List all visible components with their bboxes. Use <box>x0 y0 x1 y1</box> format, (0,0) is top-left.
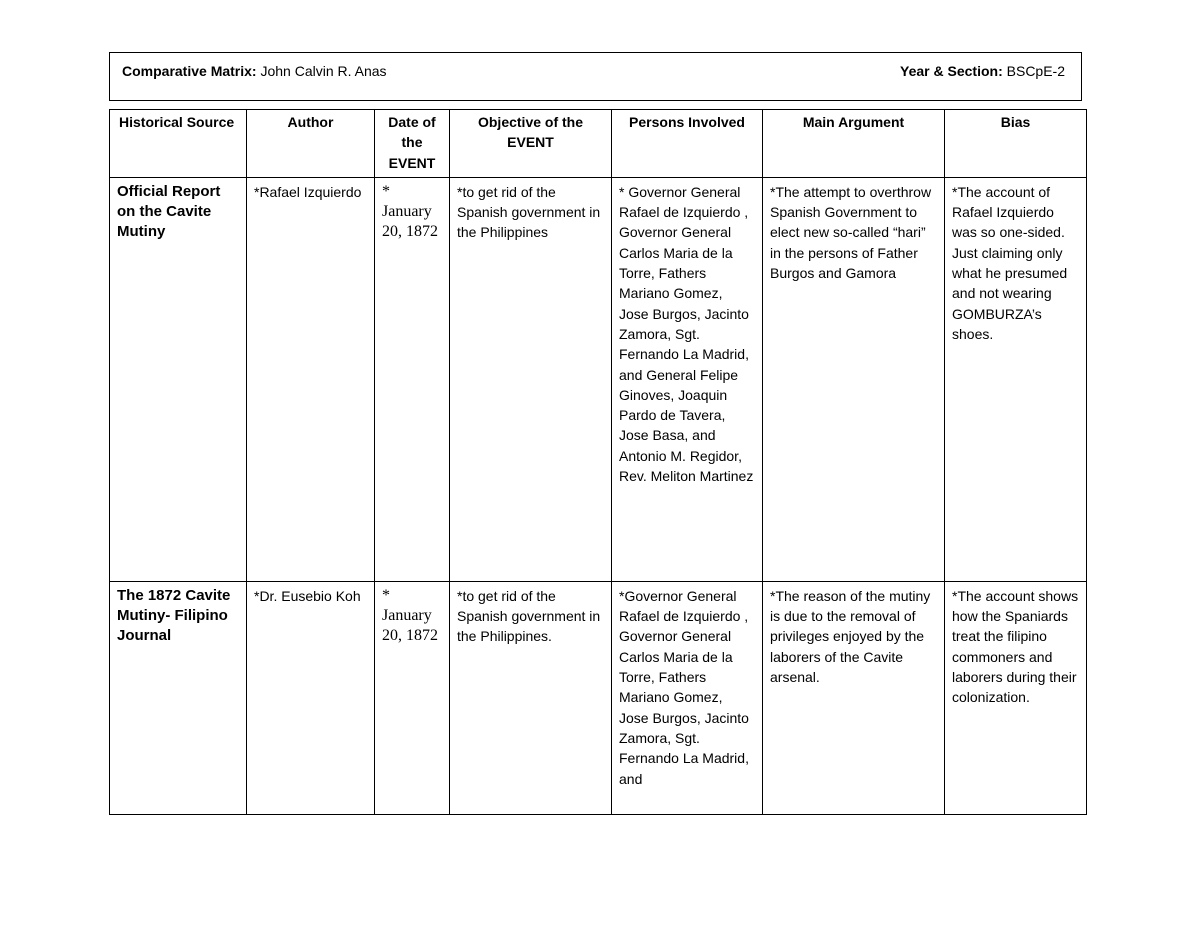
col-objective: Objective of the EVENT <box>450 110 612 178</box>
col-persons: Persons Involved <box>612 110 763 178</box>
cell-date: * January 20, 1872 <box>375 581 450 814</box>
cell-argument: *The attempt to overthrow Spanish Government to elect new so-called “hari” in the persons of Father Burgos and Gamora <box>763 177 945 581</box>
cell-author: *Dr. Eusebio Koh <box>247 581 375 814</box>
cell-bias: *The account shows how the Spaniards treat the filipino commoners and laborers during their colonization. <box>945 581 1087 814</box>
cell-bias: *The account of Rafael Izquierdo was so one-sided. Just claiming only what he presumed and not wearing GOMBURZA’s shoes. <box>945 177 1087 581</box>
col-date: Date of the EVENT <box>375 110 450 178</box>
cell-objective: *to get rid of the Spanish government in the Philippines. <box>450 581 612 814</box>
col-bias: Bias <box>945 110 1087 178</box>
student-name: John Calvin R. Anas <box>256 63 387 79</box>
table-row <box>110 581 1087 814</box>
section-label: Year & Section: <box>900 63 1003 79</box>
cell-persons: * Governor General Rafael de Izquierdo , Governor General Carlos Maria de la Torre, Fathers Mariano Gomez, Jose Burgos, Jacinto Zamora, Sgt. Fernando La Madrid, and General Felipe Ginoves, Joaquin Pardo de Tavera, Jose Basa, and Antonio M. Regidor, Rev. Meliton Martinez <box>612 177 763 581</box>
section-value: BSCpE-2 <box>1002 63 1065 79</box>
col-main-argument: Main Argument <box>763 110 945 178</box>
cell-author: *Rafael Izquierdo <box>247 177 375 581</box>
cell-date: * January 20, 1872 <box>375 177 450 581</box>
cell-argument: *The reason of the mutiny is due to the removal of privileges enjoyed by the laborers of the Cavite arsenal. <box>763 581 945 814</box>
cell-source: The 1872 Cavite Mutiny- Filipino Journal <box>110 581 247 814</box>
matrix-label: Comparative Matrix: <box>122 63 257 79</box>
col-historical-source: Historical Source <box>110 110 247 178</box>
table-row <box>110 177 1087 581</box>
cell-objective: *to get rid of the Spanish government in the Philippines <box>450 177 612 581</box>
cell-persons: *Governor General Rafael de Izquierdo , Governor General Carlos Maria de la Torre, Fathers Mariano Gomez, Jose Burgos, Jacinto Zamora, Sgt. Fernando La Madrid, and <box>612 581 763 814</box>
student-info <box>122 63 387 79</box>
matrix-header <box>109 52 1082 101</box>
comparative-matrix-table <box>109 109 1087 815</box>
col-author: Author <box>247 110 375 178</box>
header-row <box>110 110 1087 178</box>
cell-source: Official Report on the Cavite Mutiny <box>110 177 247 581</box>
section-info <box>900 63 1065 79</box>
